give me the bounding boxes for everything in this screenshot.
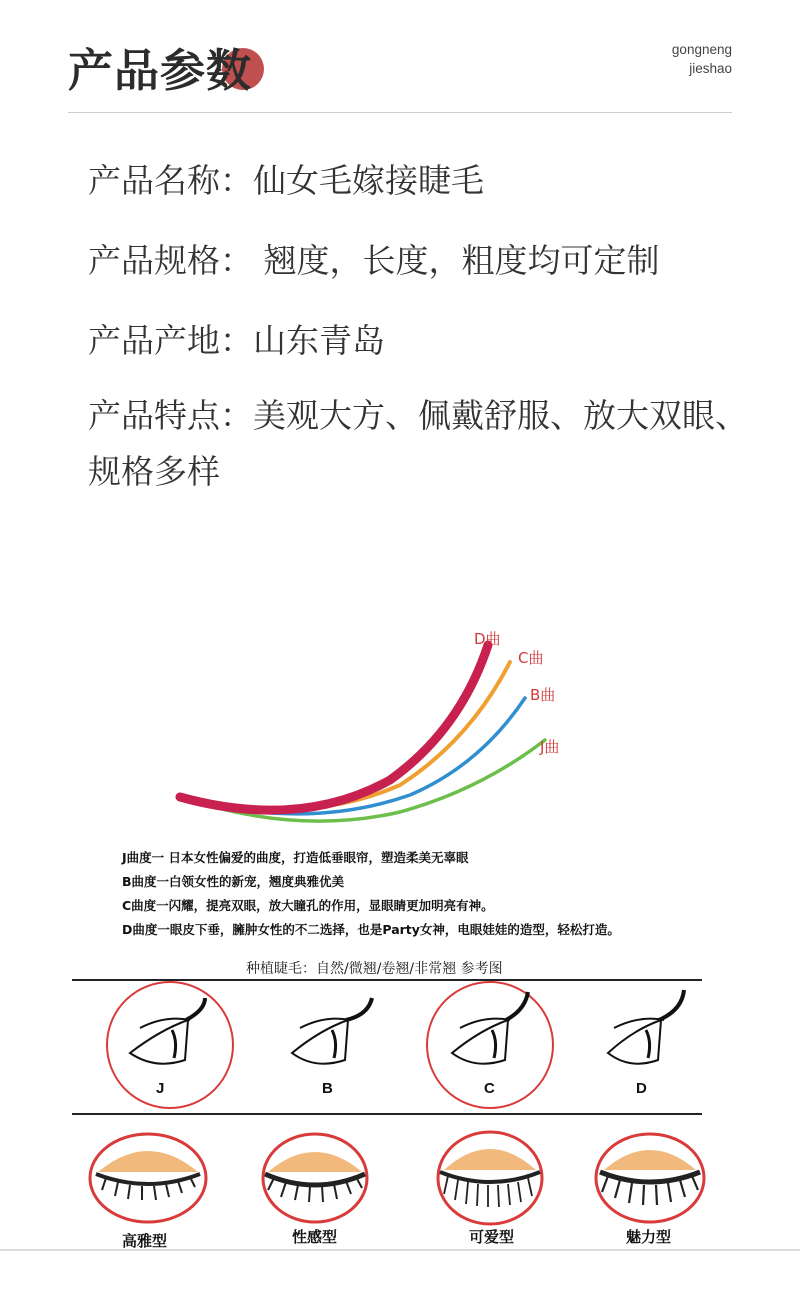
style-label-sexy: 性感型 [292, 1228, 338, 1246]
curl-label-j: J曲 [540, 738, 560, 756]
curl-label-d: D曲 [474, 630, 501, 648]
eye-profile-c [427, 982, 553, 1108]
english-subtitle-line1: gongneng [671, 42, 732, 57]
page-title: 产品参数 [68, 44, 253, 97]
header-divider [68, 112, 732, 113]
style-label-cute: 可爱型 [469, 1228, 515, 1246]
eye-letter-c: C [484, 1080, 495, 1097]
curl-label-b: B曲 [530, 686, 556, 704]
eye-profile-j [107, 982, 233, 1108]
lash-curl-diagram [0, 590, 800, 1309]
description-c: C曲度一闪耀，提亮双眼，放大瞳孔的作用，显眼睛更加明亮有神。 [122, 898, 494, 913]
description-b: B曲度一白领女性的新宠，翘度典雅优美 [122, 874, 345, 889]
spec-product-features: 产品特点：美观大方、佩戴舒服、放大双眼、规格多样 [88, 396, 748, 492]
page-header [0, 0, 800, 114]
spec-product-origin: 产品产地：山东青岛 [88, 321, 385, 360]
english-subtitle-line2: jieshao [689, 61, 732, 76]
spec-product-name: 产品名称：仙女毛嫁接睫毛 [88, 161, 484, 200]
eye-letter-b: B [322, 1080, 333, 1097]
lash-style-charming [596, 1134, 704, 1246]
eye-letter-j: J [156, 1080, 165, 1097]
style-label-charming: 魅力型 [626, 1228, 672, 1246]
eye-letter-d: D [636, 1080, 647, 1097]
lash-curl-illustration [0, 590, 800, 1309]
english-subtitle [672, 40, 732, 78]
curl-label-c: C曲 [518, 649, 544, 667]
description-j: J曲度一 日本女性偏爱的曲度，打造低垂眼帘，塑造柔美无辜眼 [122, 850, 469, 865]
description-d: D曲度一眼皮下垂，臃肿女性的不二选择，也是Party女神，电眼娃娃的造型，轻松打造。 [122, 922, 620, 937]
curve-c [190, 662, 510, 810]
curve-d [180, 645, 488, 810]
style-label-elegant: 高雅型 [122, 1232, 168, 1250]
eye-profile-d [608, 990, 684, 1097]
lash-style-sexy [263, 1134, 367, 1246]
lash-style-cute [438, 1132, 542, 1246]
eye-profile-b [292, 998, 372, 1097]
spec-product-specification: 产品规格： 翘度，长度，粗度均可定制 [88, 241, 660, 280]
planting-reference-heading: 种植睫毛：自然/微翘/卷翘/非常翘 参考图 [246, 961, 503, 977]
lash-style-elegant [90, 1134, 206, 1250]
